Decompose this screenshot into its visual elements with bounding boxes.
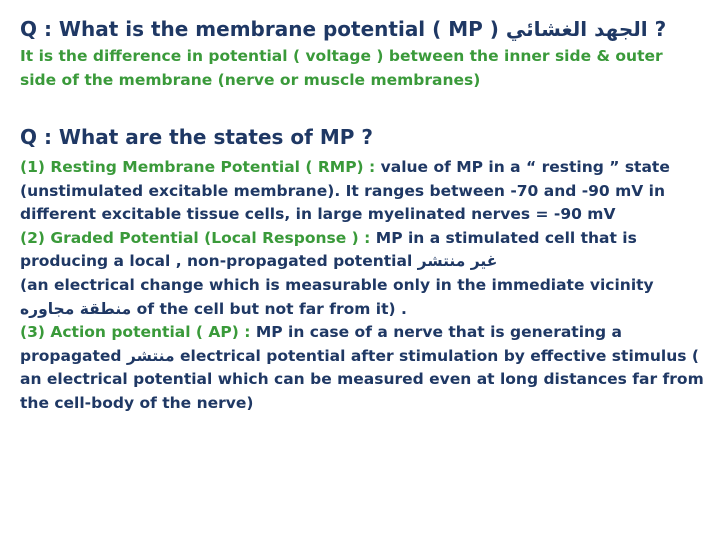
state-action (20, 321, 704, 415)
state-action-label: (3) Action potential ( AP) : (20, 323, 256, 342)
state-graded-label: (2) Graded Potential (Local Response ) : (20, 228, 376, 247)
question-1-text: Q : What is the membrane potential ( MP ) (20, 17, 506, 41)
question-1-arabic: الجهد الغشائي (505, 17, 648, 41)
state-graded-arabic-1: غير منتشر (417, 252, 498, 271)
state-resting (20, 156, 704, 227)
state-resting-text: value of MP in a “ resting ” state (unstimulated excitable membrane). It ranges between -70 and -90 mV in different excitable tissue cells, in large myelinated nerves = -90 mV (20, 158, 670, 224)
state-resting-label: (1) Resting Membrane Potential ( RMP) : (20, 158, 381, 176)
states-list (20, 156, 704, 416)
state-action-arabic: منتشر (126, 346, 175, 365)
state-graded-text-2: (an electrical change which is measurable only in the immediate vicinity (20, 275, 654, 294)
state-graded (20, 227, 704, 321)
state-graded-text-3: of the cell but not far from it) . (131, 299, 407, 318)
state-graded-text-1: MP in a stimulated cell that is producing a local , non-propagated potential (20, 228, 637, 271)
question-1 (20, 14, 704, 44)
answer-1: It is the difference in potential ( voltage ) between the inner side & outer side of the membrane (nerve or muscle membranes) (20, 47, 663, 89)
state-action-text-1: MP in case of a nerve that is generating a propagated (20, 323, 623, 365)
state-action-text-2: electrical potential after stimulation by effective stimulus ( an electrical potential which can be measured even at long distances far from the cell-body of the nerve) (20, 346, 704, 412)
question-1-mark: ? (647, 17, 667, 41)
question-2: Q : What are the states of MP ? (20, 125, 373, 149)
slide (20, 14, 704, 416)
state-graded-arabic-2: منطقة مجاوره (20, 299, 132, 318)
